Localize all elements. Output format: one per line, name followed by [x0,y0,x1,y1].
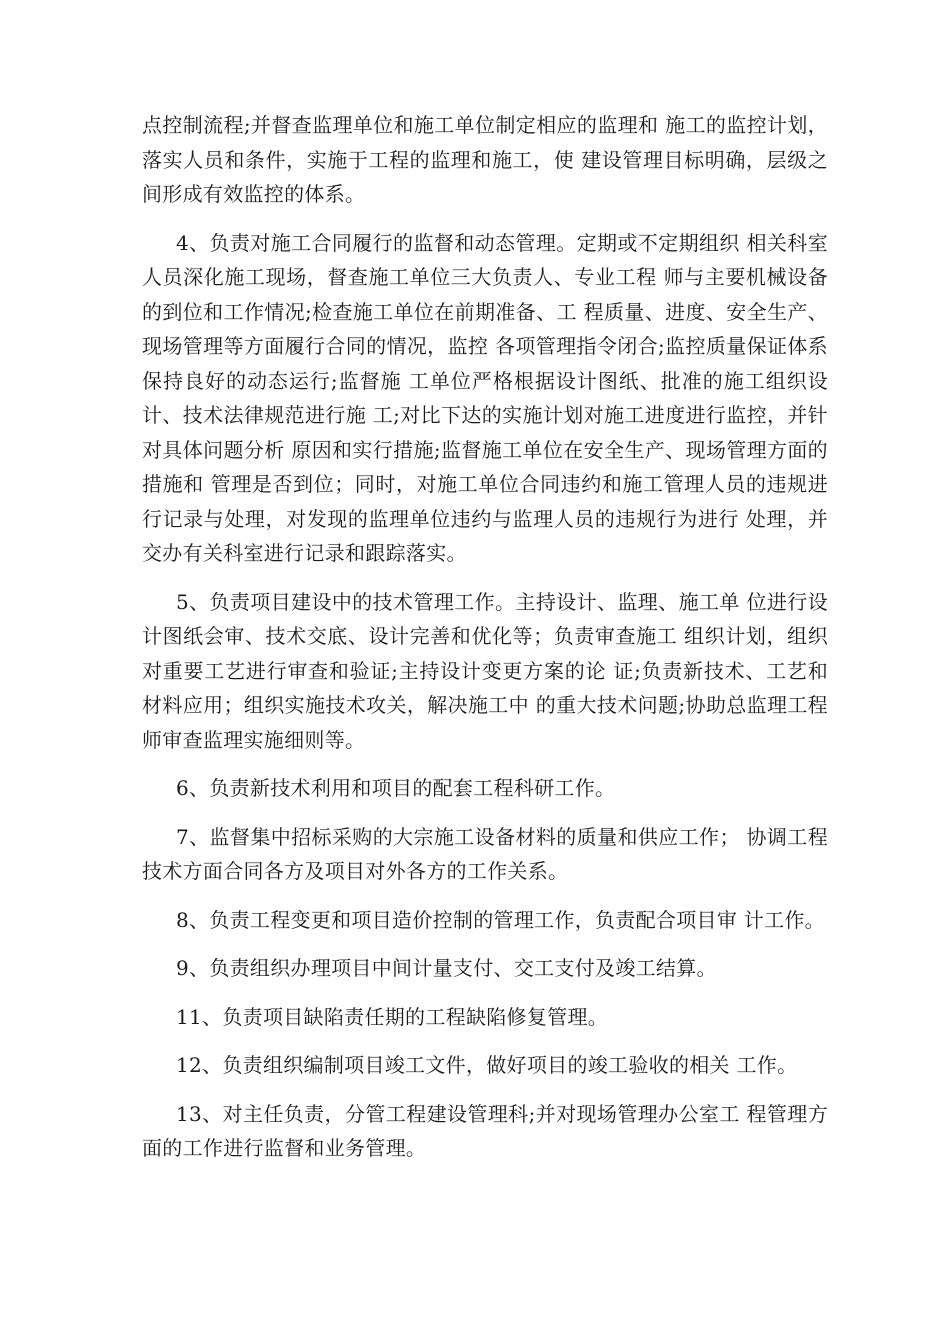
paragraph-item-9: 9、负责组织办理项目中间计量支付、交工支付及竣工结算。 [176,956,717,980]
paragraph-item-12: 12、负责组织编制项目竣工文件，做好项目的竣工验收的相关 工作。 [176,1053,798,1077]
document-body [142,108,828,1180]
paragraph-item-6: 6、负责新技术利用和项目的配套工程科研工作。 [176,776,616,800]
paragraph-item-5: 5、负责项目建设中的技术管理工作。主持设计、监理、施工单 位进行设计图纸会审、技术交底、设计完善和优化等；负责审查施工 组织计划，组织对重要工艺进行审查和验证;主持设计变更方案的论 证;负责新技术、工艺和材料应用；组织实施技术攻关，解决施工中 的重大技术问题;协助总监理工程师审查监理实施细则等。 [142,589,828,752]
paragraph-item-13: 13、对主任负责，分管工程建设管理科;并对现场管理办公室工 程管理方面的工作进行监督和业务管理。 [142,1101,828,1160]
paragraph-item-4: 4、负责对施工合同履行的监督和动态管理。定期或不定期组织 相关科室人员深化施工现场，督查施工单位三大负责人、专业工程 师与主要机械设备的到位和工作情况;检查施工单位在前期准备、工 程质量、进度、安全生产、现场管理等方面履行合同的情况，监控 各项管理指令闭合;监控质量保证体系保持良好的动态运行;监督施 工单位严格根据设计图纸、批准的施工组织设计、技术法律规范进行施 工;对比下达的实施计划对施工进度进行监控，并针对具体问题分析 原因和实行措施;监督施工单位在安全生产、现场管理方面的措施和 管理是否到位；同时，对施工单位合同违约和施工管理人员的违规进 行记录与处理，对发现的监理单位违约与监理人员的违规行为进行 处理，并交办有关科室进行记录和跟踪落实。 [142,230,828,565]
paragraph-item-7: 7、监督集中招标采购的大宗施工设备材料的质量和供应工作； 协调工程技术方面合同各方及项目对外各方的工作关系。 [142,824,828,883]
paragraph-item-8: 8、负责工程变更和项目造价控制的管理工作，负责配合项目审 计工作。 [176,907,825,932]
paragraph-item-11: 11、负责项目缺陷责任期的工程缺陷修复管理。 [176,1004,609,1029]
paragraph-continuation: 点控制流程;并督查监理单位和施工单位制定相应的监理和 施工的监控计划，落实人员和条件，实施于工程的监理和施工，使 建设管理目标明确，层级之间形成有效监控的体系。 [142,113,828,206]
